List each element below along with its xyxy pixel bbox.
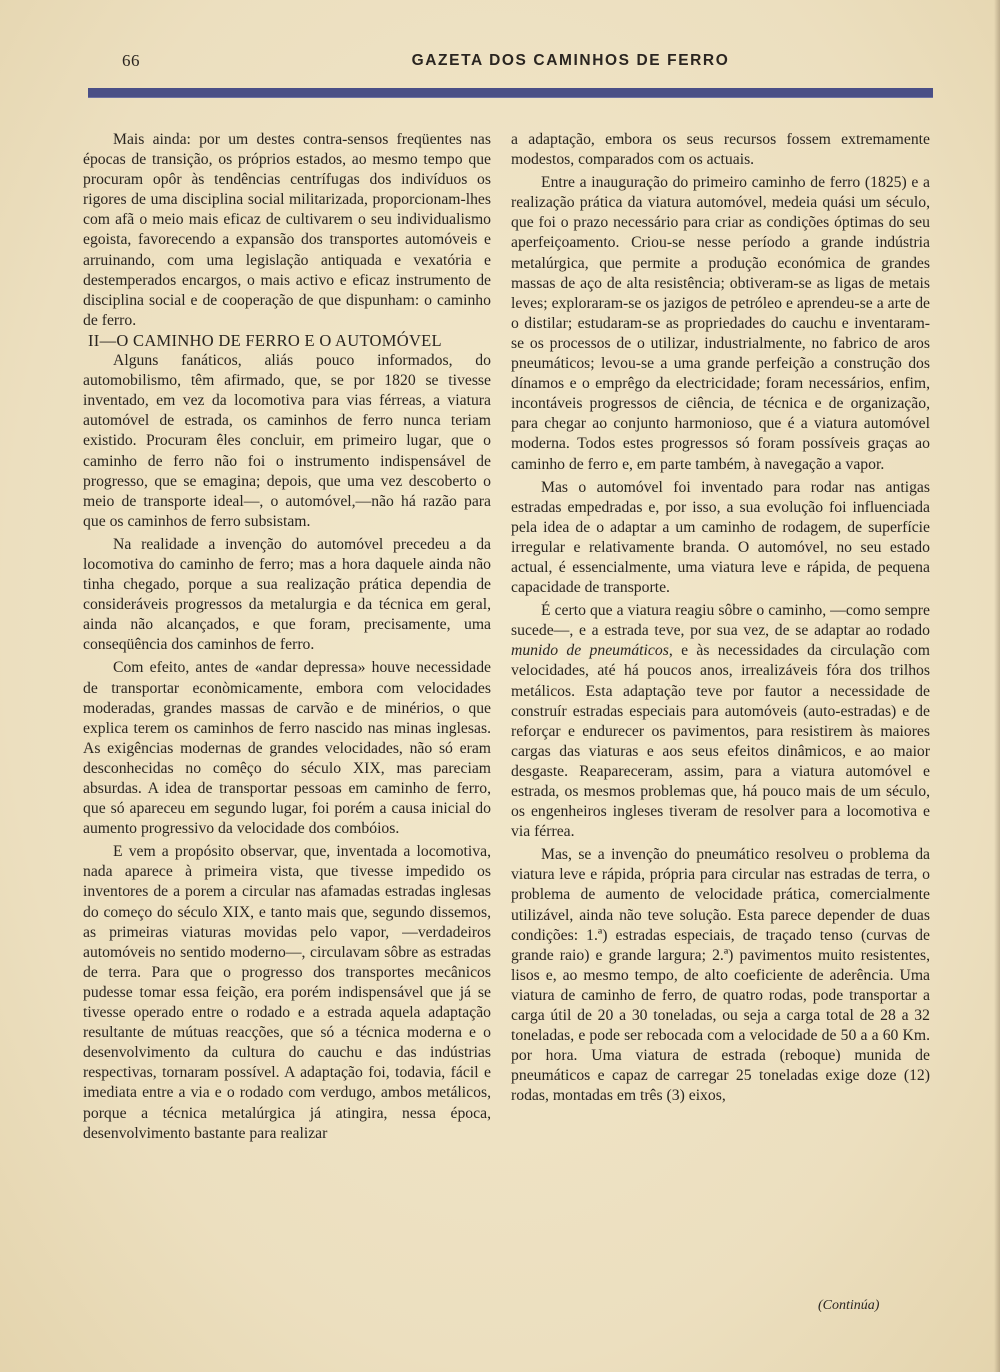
right-column [511,130,930,1107]
paragraph: Mas o automóvel foi inventado para rodar nas antigas estradas empedradas e, por isso, a sua evolução foi influenciada pela idea de o adaptar a um caminho de rodagem, de superfície irregular e relativamente branda. O automóvel, no seu estado actual, é essencialmente, uma viatura leve e rápida, de pequena capacidade de transporte. [511,478,930,597]
left-column [83,130,491,1144]
paragraph: Alguns fanáticos, aliás pouco informados, do automobilismo, têm afirmado, que, se por 1820 se tivesse inventado, em vez da locomotiva para vias férreas, a viatura automóvel de estrada, os caminhos de ferro nunca teriam existido. Procuram êles concluir, em primeiro lugar, que o caminho de ferro não foi o instrumento indispensável de progresso, que se emagina; depois, que uma vez descoberto o meio de transporte ideal—, o automóvel,—não há razão para que os caminhos de ferro subsistam. [83,352,491,530]
paragraph: Mas, se a invenção do pneumático resolveu o problema da viatura leve e rápida, própria para circular nas estradas de terra, o problema de aumento de velocidade prática, comercialmente utilizável, ainda não teve solução. Esta parece depender de duas condições: 1.ª) estradas especiais, de traçado tenso (curvas de grande raio) e grande largura; 2.ª) pavimentos muito resistentes, lisos e, ao mesmo tempo, de alto coeficiente de aderência. Uma viatura de caminho de ferro, de quatro rodas, pode transportar a carga útil de 20 a 30 toneladas, ou seja a carga total de 28 a 32 toneladas, e pode ser rebocada com a velocidade de 50 a a 60 Km. por hora. Uma viatura de estrada (reboque) munida de pneumáticos e capaz de carregar 25 toneladas exige doze (12) rodas, montadas em três (3) eixos, [511,846,930,1105]
section-heading: II—O CAMINHO DE FERRO E O AUTOMÓVEL [88,330,442,350]
paragraph-text: É certo que a viatura reagiu sôbre o caminho, —como sempre sucede—, e a estrada teve, por sua vez, de se adaptar ao rodado [511,602,930,640]
paragraph [511,601,930,842]
header-rule [88,88,933,97]
page-number: 66 [122,51,140,70]
italic-phrase: munido de pneumáticos [511,642,669,660]
page-header [88,46,933,80]
paragraph: Entre a inauguração do primeiro caminho de ferro (1825) e a realização prática da viatura automóvel, medeia quási um século, que foi o prazo necessário para criar as condições óptimas do seu aperfeiçoamento. Criou-se nesse período a grande indústria metalúrgica, que permite a produção económica de grandes massas de aço de alta resistência; obtiveram-se as ligas de metais leves; exploraram-se os jazigos de petróleo e aprendeu-se a arte de o distilar; estudaram-se as propriedades do cauchu e inventaram-se os processos de o utilizar, industrialmente, no fabrico de aros pneumáticos; levou-se a uma grande perfeição a construção dos dínamos e o emprêgo da electricidade; foram necessários, enfim, incontáveis progressos de ciência, de técnica e de organização, para chegar ao conjunto harmonioso, que é a viatura automóvel moderna. Todos estes progressos só foram possíveis graças ao caminho de ferro e, em parte também, à navegação a vapor. [511,174,930,473]
paragraph: Na realidade a invenção do automóvel precedeu a da locomotiva do caminho de ferro; mas a hora daquele ainda não tinha chegado, porque a sua realização prática dependia de consideráveis progressos da metalurgia e da técnica em geral, ainda não alcançados, e que foram, precisamente, uma conseqüência dos caminhos de ferro. [83,535,491,654]
page-edge-shadow [994,0,1000,1372]
continued-note: (Continúa) [818,1298,880,1313]
paragraph: Com efeito, antes de «andar depressa» houve necessidade de transportar econòmicamente, embora com velocidades moderadas, grandes massas de carvão e de minérios, o que explica terem os caminhos de ferro nascido nas minas inglesas. As exigências modernas de grandes velocidades, não só eram desconhecidas no comêço do século XIX, mas pareciam absurdas. A idea de transportar pessoas em caminho de ferro, que só apareceu em segundo lugar, foi porém a causa inicial do aumento progressivo da velocidade dos combóios. [83,659,491,838]
paragraph: E vem a propósito observar, que, inventada a locomotiva, nada aparece à primeira vista, que tivesse impedido os inventores de a porem a circular nas afamadas estradas inglesas do começo do século XIX, e tanto mais que, segundo dissemos, as primeiras viaturas movidas pelo vapor, —verdadeiros automóveis no sentido moderno—, circulavam sôbre as estradas de terra. Para que o progresso dos transportes mecânicos pudesse tomar essa feição, era porém indispensável que já se tivesse operado entre o rodado e a estrada aquela adaptação resultante de mútuas reacções, que só a técnica moderna e o desenvolvimento da cultura do cauchu e das indústrias respectivas, tornaram possível. A adaptação foi, todavia, fácil e imediata entre a via e o rodado com verdugo, ambos metálicos, porque a técnica metalúrgica já atingira, nessa época, desenvolvimento bastante para realizar [83,843,491,1142]
journal-title: GAZETA DOS CAMINHOS DE FERRO [411,52,730,69]
paragraph: a adaptação, embora os seus recursos fossem extremamente modestos, comparados com os actuais. [511,131,930,169]
paragraph: Mais ainda: por um destes contra-sensos freqüentes nas épocas de transição, os próprios estados, ao mesmo tempo que procuram opôr às tendências centrífugas dos indivíduos os rigores de uma disciplina social militarizada, proporcionam-lhes com afã o meio mais eficaz de cultivarem o seu individualismo egoista, favorecendo a expansão dos transportes automóveis e arruinando, com uma legislação antiquada e vexatória e destemperados encargos, o mais activo e eficaz instrumento de disciplina social e de cooperação de que dispunham: o caminho de ferro. [83,131,491,329]
paragraph-text: , e às necessidades da circulação com velocidades, até há poucos anos, irrealizáveis fóra dos trilhos metálicos. Esta adaptação teve por fautor a necessidade de construír estradas especiais para automóveis (auto-estradas) e de reforçar e endurecer os pavimentos, para resistirem às maiores cargas das viaturas e aos seus efeitos dinâmicos, e ao maior desgaste. Reapareceram, assim, para a viatura automóvel e estrada, os mesmos problemas que, há pouco mais de um século, os engenheiros ingleses tiveram de resolver para a locomotiva e via férrea. [511,642,931,841]
